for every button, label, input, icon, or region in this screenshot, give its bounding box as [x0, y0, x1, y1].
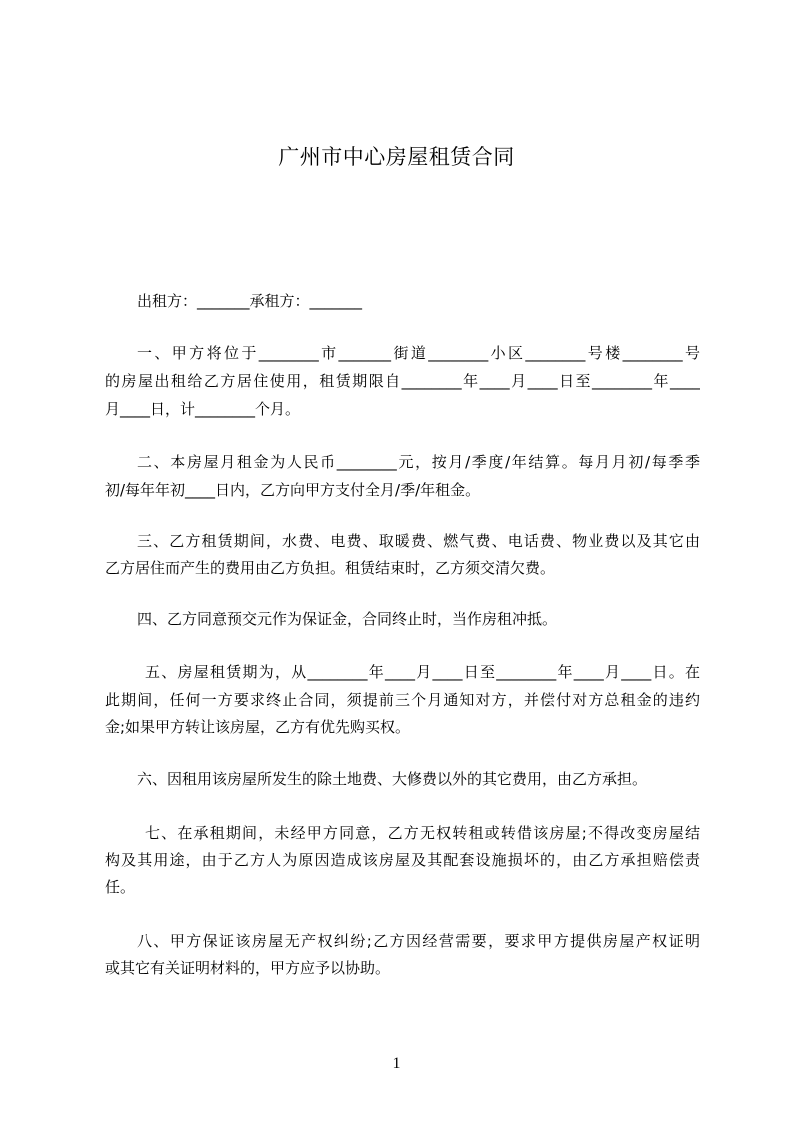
clause-8-line-1: 八、甲方保证该房屋无产权纠纷;乙方因经营需要，要求甲方提供房屋产权证明	[137, 932, 700, 950]
parties-line: 出租方：_______承租方：_______	[137, 292, 363, 310]
clause-2-line-2: 初/每年年初____日内，乙方向甲方支付全月/季/年租金。	[105, 481, 481, 499]
page-number: 1	[392, 1055, 401, 1072]
clause-1-line-3: 月____日，计________个月。	[105, 400, 301, 418]
clause-5-line-2: 此期间，任何一方要求终止合同，须提前三个月通知对方，并偿付对方总租金的违约	[105, 691, 700, 709]
clause-7-line-1: 七、在承租期间，未经甲方同意，乙方无权转租或转借该房屋;不得改变房屋结	[145, 824, 700, 842]
clause-8-line-2: 或其它有关证明材料的，甲方应予以协助。	[105, 959, 391, 977]
clause-1-line-1: 一、甲方将位于________市_______街道________小区________号楼________号	[137, 344, 700, 362]
clause-5-line-3: 金;如果甲方转让该房屋，乙方有优先购买权。	[105, 718, 411, 736]
clause-4-line-1: 四、乙方同意预交元作为保证金，合同终止时，当作房租冲抵。	[137, 610, 558, 628]
clause-7-line-3: 任。	[105, 878, 136, 896]
document-title: 广州市中心房屋租赁合同	[278, 145, 515, 169]
clause-7-line-2: 构及其用途，由于乙方人为原因造成该房屋及其配套设施损坏的，由乙方承担赔偿责	[105, 851, 700, 869]
clause-1-line-2: 的房屋出租给乙方居住使用，租赁期限自________年____月____日至________年____	[105, 372, 700, 390]
clause-3-line-1: 三、乙方租赁期间，水费、电费、取暖费、燃气费、电话费、物业费以及其它由	[137, 532, 700, 550]
clause-2-line-1: 二、本房屋月租金为人民币________元，按月/季度/年结算。每月月初/每季季	[137, 453, 700, 471]
clause-5-line-1: 五、房屋租赁期为，从________年____月____日至________年____月____日。在	[145, 663, 700, 681]
clause-3-line-2: 乙方居住而产生的费用由乙方负担。租赁结束时，乙方须交清欠费。	[105, 559, 556, 577]
clause-6-line-1: 六、因租用该房屋所发生的除土地费、大修费以外的其它费用，由乙方承担。	[137, 770, 648, 788]
